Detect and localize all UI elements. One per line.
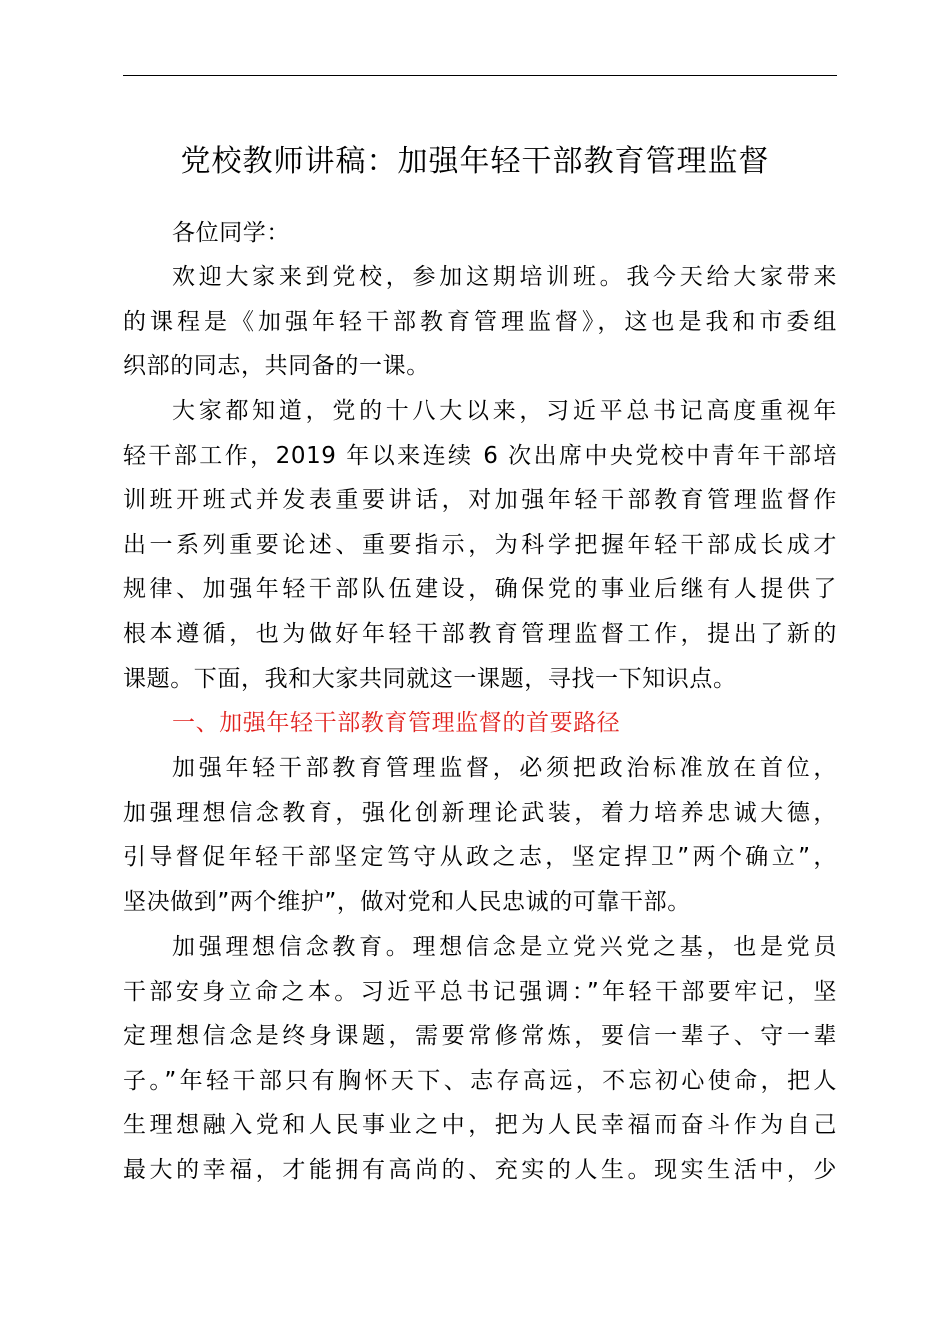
paragraph-line: 干部安身立命之本。习近平总书记强调：”年轻干部要牢记，坚 [123, 978, 837, 1005]
paragraph-line: 训班开班式并发表重要讲话，对加强年轻干部教育管理监督作 [123, 487, 837, 514]
paragraph-line: 生理想融入党和人民事业之中，把为人民幸福而奋斗作为自己 [123, 1112, 837, 1139]
section-heading-block [123, 701, 837, 746]
paragraph-line: 欢迎大家来到党校，参加这期培训班。我今天给大家带来 [172, 264, 837, 290]
paragraph-line: 的课程是《加强年轻干部教育管理监督》，这也是我和市委组 [123, 308, 837, 335]
paragraph-line: 加强理想信念教育。理想信念是立党兴党之基，也是党员 [172, 934, 837, 960]
paragraph-line: 子。”年轻干部只有胸怀天下、志存高远，不忘初心使命，把人 [123, 1067, 837, 1094]
paragraph-line: 引导督促年轻干部坚定笃守从政之志，坚定捍卫”两个确立”， [123, 844, 837, 871]
salutation-block [123, 211, 837, 256]
paragraph-line: 定理想信念是终身课题，需要常修常炼，要信一辈子、守一辈 [123, 1023, 837, 1050]
paragraph-welcome [123, 255, 837, 389]
paragraph-political-standard [123, 746, 837, 924]
paragraph-line: 加强理想信念教育，强化创新理论武装，着力培养忠诚大德， [123, 799, 837, 826]
paragraph-line: 根本遵循，也为做好年轻干部教育管理监督工作，提出了新的 [123, 620, 837, 647]
paragraph-line: 轻干部工作，2019 年以来连续 6 次出席中央党校中青年干部培 [123, 442, 837, 469]
document-title: 党校教师讲稿：加强年轻干部教育管理监督 [180, 144, 770, 179]
header-rule [123, 75, 837, 76]
paragraph-line: 大家都知道，党的十八大以来，习近平总书记高度重视年 [172, 398, 837, 424]
paragraph-line: 规律、加强年轻干部队伍建设，确保党的事业后继有人提供了 [123, 576, 837, 603]
paragraph-line: 加强年轻干部教育管理监督，必须把政治标准放在首位， [172, 755, 837, 781]
paragraph-ideals-education [123, 925, 837, 1193]
section-heading: 一、加强年轻干部教育管理监督的首要路径 [172, 710, 621, 736]
paragraph-line: 织部的同志，共同备的一课。 [123, 353, 430, 380]
paragraph-line: 最大的幸福，才能拥有高尚的、充实的人生。现实生活中，少 [123, 1156, 837, 1183]
salutation: 各位同学： [172, 220, 290, 246]
paragraph-line: 课题。下面，我和大家共同就这一课题，寻找一下知识点。 [123, 665, 737, 692]
paragraph-background [123, 389, 837, 701]
paragraph-line: 坚决做到”两个维护”，做对党和人民忠诚的可靠干部。 [123, 888, 691, 915]
paragraph-line: 出一系列重要论述、重要指示，为科学把握年轻干部成长成才 [123, 531, 837, 558]
